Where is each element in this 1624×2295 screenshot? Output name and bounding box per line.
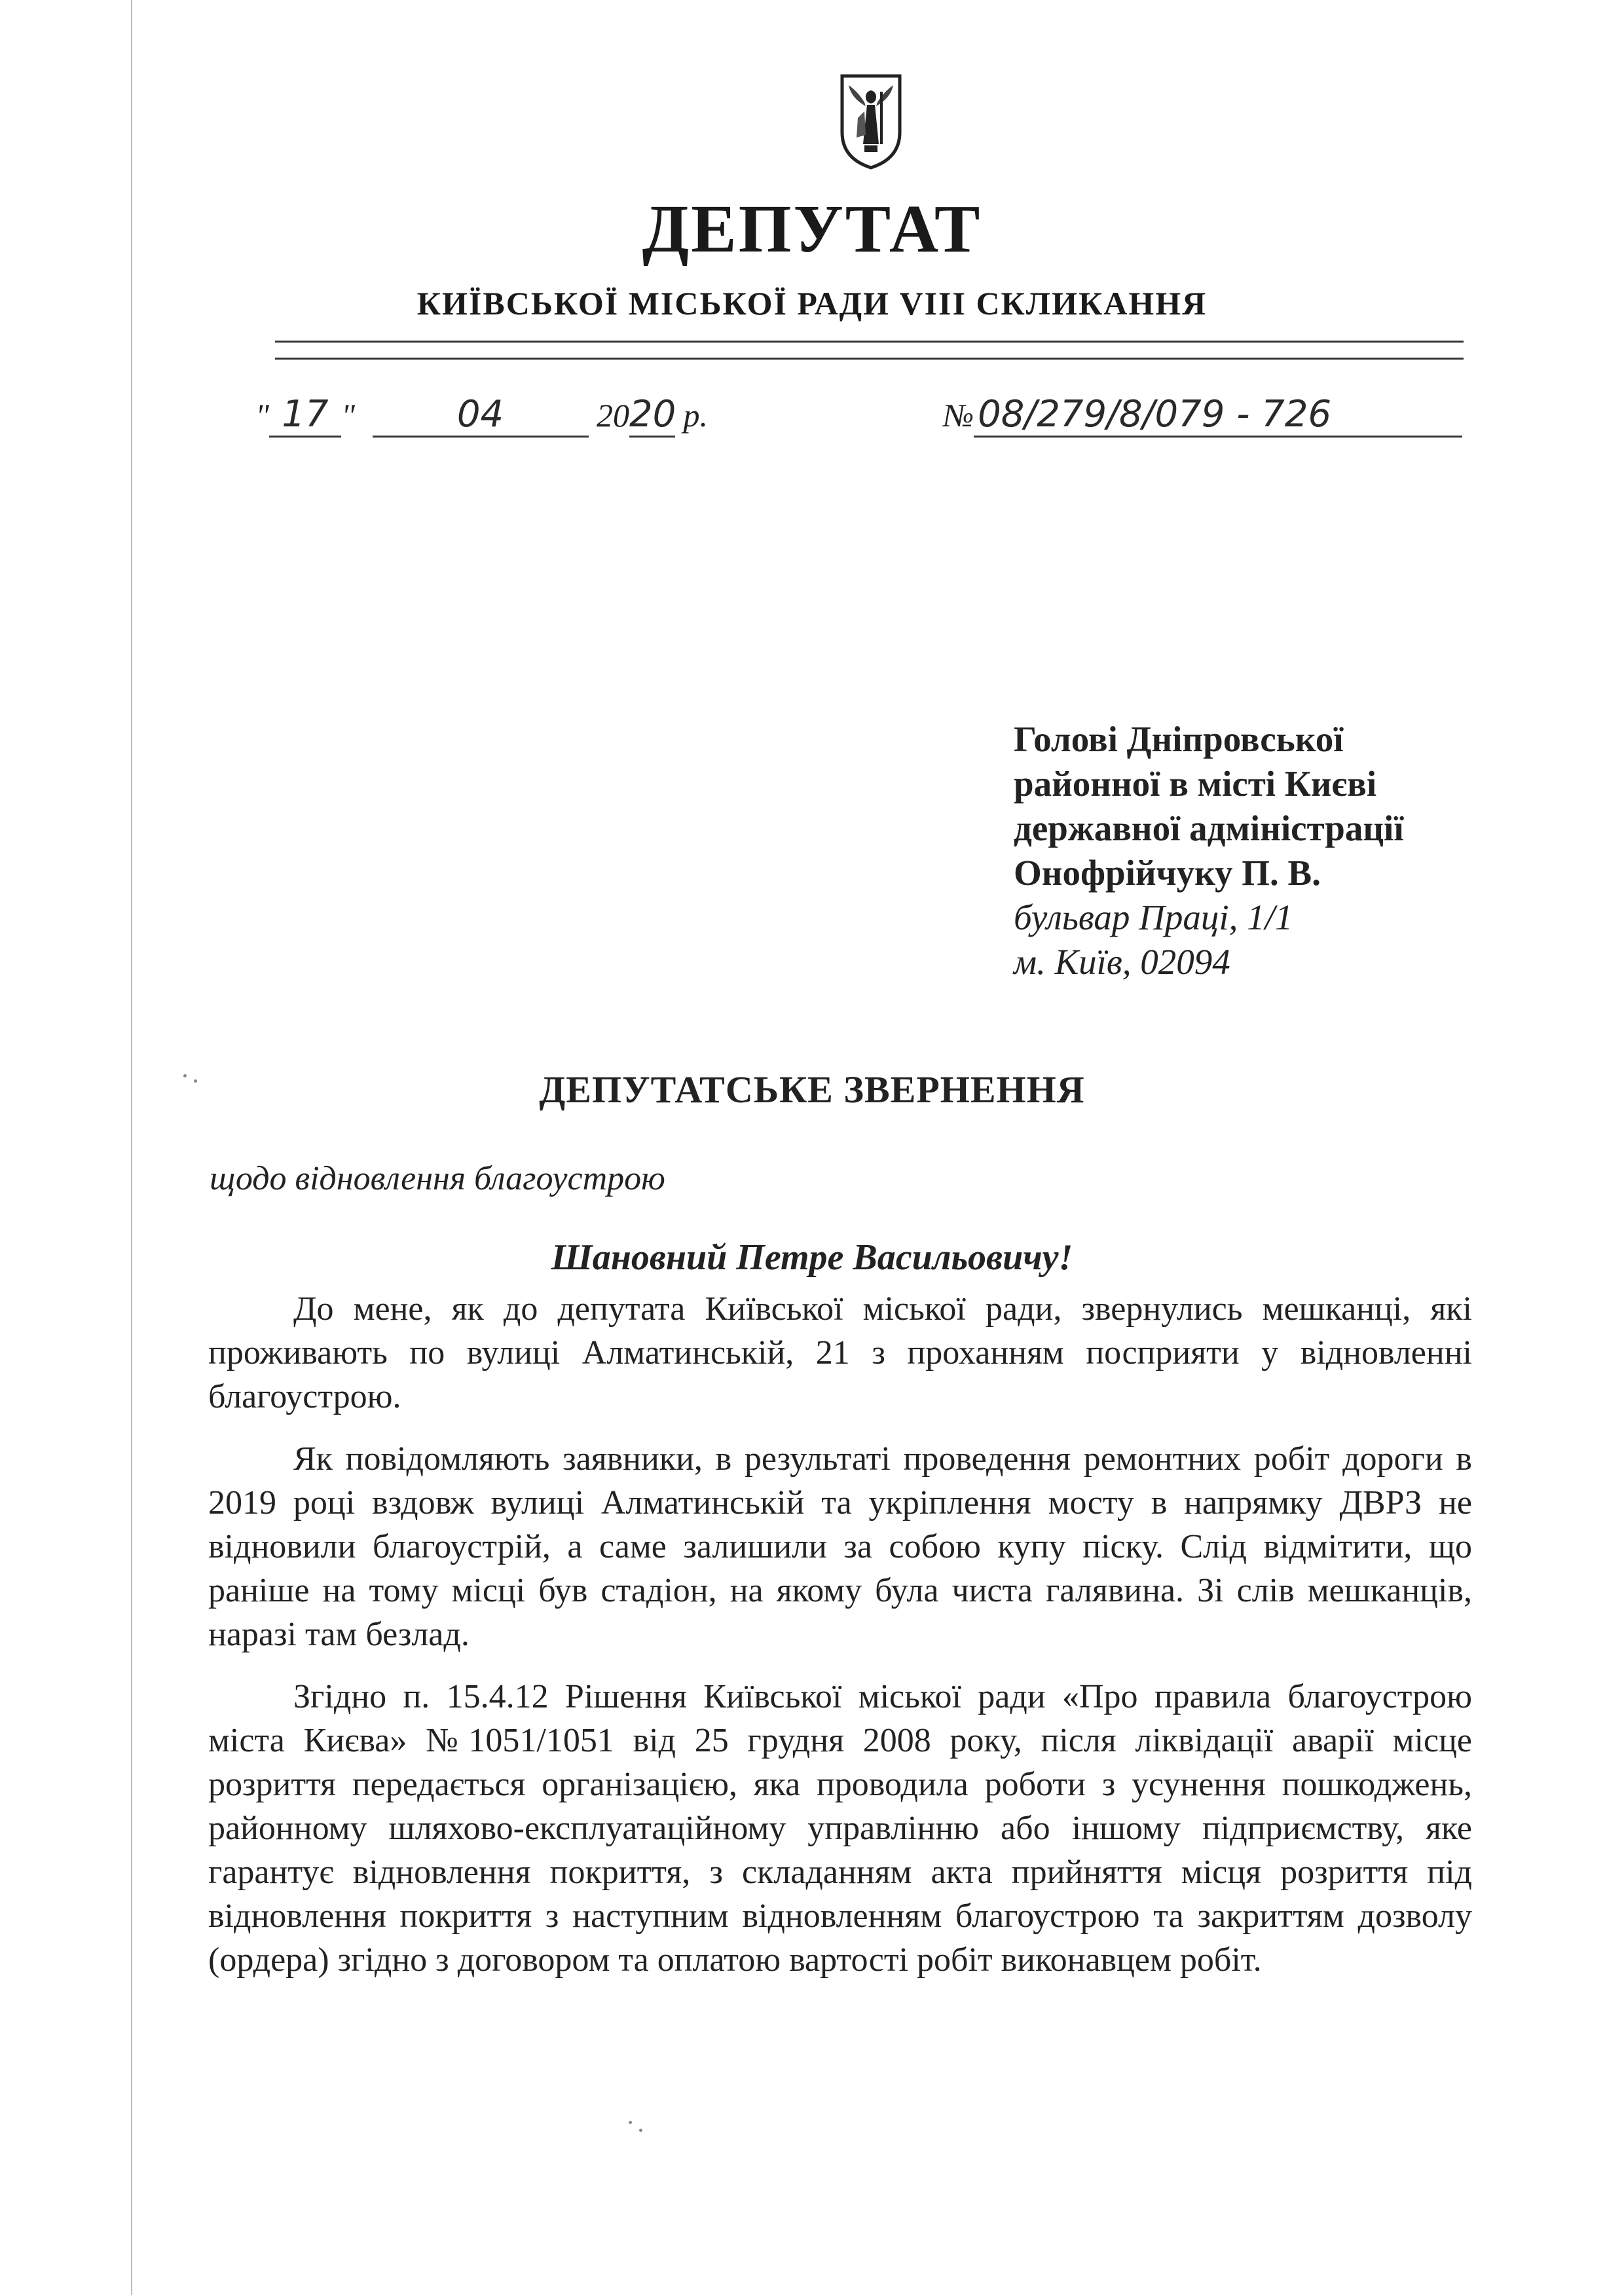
addressee-line-3: державної адміністрації [1014, 808, 1404, 848]
header-rule-bottom [275, 358, 1464, 360]
date-month: 04 [373, 393, 589, 438]
date-field: " 17 " 04 2020 р. [255, 393, 708, 438]
body-paragraph-2: Як повідомляють заявники, в результаті проведення ремонтних робіт дороги в 2019 році вздовж вулиці Алматинській та укріплення мосту в напрямку ДВРЗ не відновили благоустрій, а саме залишили за собою купу піску. Слід відмітити, що раніше на тому місці був стадіон, на якому була чиста галявина. Зі слів мешканців, наразі там безлад. [208, 1440, 1472, 1653]
addressee-line-1: Голові Дніпровської [1014, 719, 1344, 759]
scan-edge-line [131, 0, 132, 2295]
addressee-line-2: районної в місті Києві [1014, 764, 1377, 804]
scan-speck [639, 2129, 642, 2132]
addressee-name: Онофрійчуку П. В. [1014, 853, 1321, 893]
date-year-suffix: 20 [629, 393, 675, 438]
registration-number-field [943, 393, 1462, 438]
letter-body [208, 1287, 1472, 2000]
letter-salutation: Шановний Петре Васильовичу! [551, 1237, 1073, 1278]
registration-number: 08/279/8/079 - 726 [974, 393, 1462, 438]
date-day: 17 [269, 393, 341, 438]
scan-speck [183, 1074, 187, 1077]
header-rule-top [275, 341, 1464, 343]
number-prefix: № [943, 397, 974, 434]
addressee-block [1014, 717, 1404, 984]
letter-subject: щодо відновлення благоустрою [210, 1160, 665, 1197]
header-subtitle: КИЇВСЬКОЇ МІСЬКОЇ РАДИ VIII СКЛИКАННЯ [416, 285, 1208, 322]
letter-heading: ДЕПУТАТСЬКЕ ЗВЕРНЕННЯ [539, 1068, 1085, 1111]
date-year-prefix: 20 [597, 397, 629, 434]
header-title: ДЕПУТАТ [642, 191, 982, 267]
body-paragraph-3: Згідно п. 15.4.12 Рішення Київської міської ради «Про правила благоустрою міста Києва» №1051/1051 від 25 грудня 2008 року, після ліквідації аварії місце розриття передається організацією, яка проводила роботи з усунення пошкоджень, районному шляхово-експлуатаційному управлінню або іншому підприємству, яке гарантує відновлення покриття, з складанням акта прийняття місця розриття під відновлення покриття з наступним відновленням благоустрою та закриттям дозволу (ордера) згідно з договором та оплатою вартості робіт виконавцем робіт. [208, 1678, 1472, 1979]
scan-speck [629, 2121, 632, 2124]
kyiv-emblem-icon [838, 72, 904, 170]
scan-speck [194, 1079, 197, 1083]
date-year-mark: р. [683, 397, 708, 434]
addressee-street: бульвар Праці, 1/1 [1014, 897, 1293, 937]
body-paragraph-1: До мене, як до депутата Київської міської ради, звернулись мешканці, які проживають по вулиці Алматинській, 21 з проханням посприяти у відновленні благоустрою. [208, 1290, 1472, 1415]
addressee-city: м. Київ, 02094 [1014, 942, 1230, 982]
